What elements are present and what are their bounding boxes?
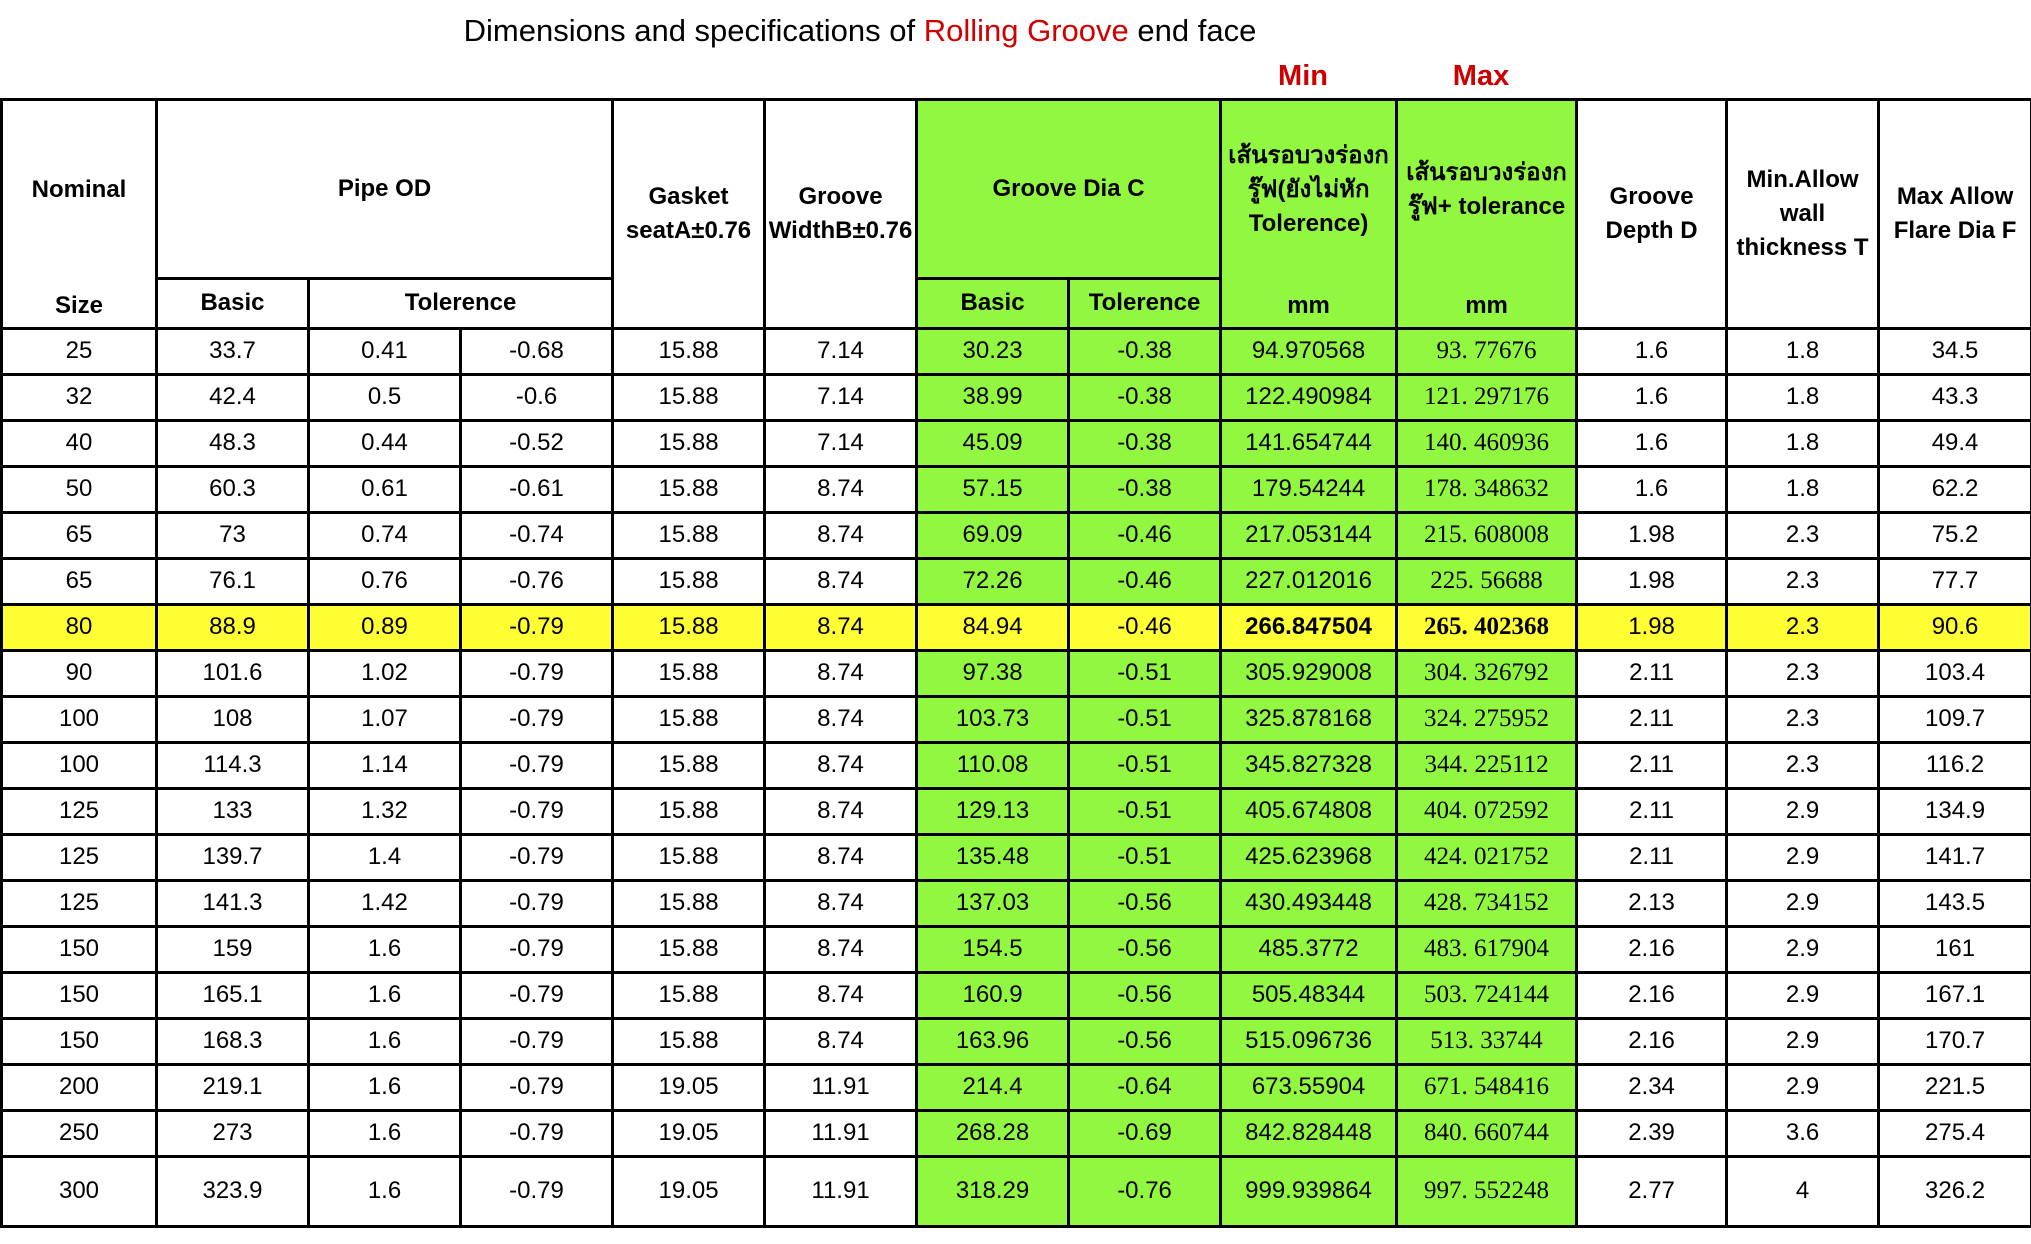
cell-circ-max: 93. 77676 bbox=[1397, 328, 1577, 374]
cell-circ-max: 121. 297176 bbox=[1397, 374, 1577, 420]
cell-circ-min: 179.54244 bbox=[1221, 466, 1397, 512]
title-prefix: Dimensions and specifications of bbox=[463, 13, 924, 48]
cell-min-wall: 1.8 bbox=[1727, 466, 1879, 512]
cell-min-wall: 4 bbox=[1727, 1156, 1879, 1226]
cell-groove-dia-basic: 318.29 bbox=[917, 1156, 1069, 1226]
cell-pipe-od-basic: 139.7 bbox=[157, 834, 309, 880]
cell-nominal-size: 80 bbox=[2, 604, 157, 650]
cell-pipe-od-tol-plus: 0.61 bbox=[309, 466, 461, 512]
cell-groove-dia-basic: 268.28 bbox=[917, 1110, 1069, 1156]
cell-pipe-od-tol-plus: 1.6 bbox=[309, 1156, 461, 1226]
cell-circ-min: 842.828448 bbox=[1221, 1110, 1397, 1156]
cell-pipe-od-tol-plus: 1.6 bbox=[309, 972, 461, 1018]
cell-min-wall: 2.3 bbox=[1727, 742, 1879, 788]
header-pipe-tolerence: Tolerence bbox=[309, 279, 613, 329]
header-mm-max: mm bbox=[1397, 279, 1577, 329]
cell-pipe-od-basic: 48.3 bbox=[157, 420, 309, 466]
cell-groove-depth: 2.11 bbox=[1577, 696, 1727, 742]
cell-pipe-od-tol-minus: -0.79 bbox=[461, 1110, 613, 1156]
cell-groove-depth: 1.6 bbox=[1577, 466, 1727, 512]
cell-circ-min: 305.929008 bbox=[1221, 650, 1397, 696]
table-row bbox=[2, 558, 2031, 604]
min-label: Min bbox=[1278, 60, 1328, 92]
cell-groove-dia-tol: -0.56 bbox=[1069, 926, 1221, 972]
header-groove-tolerence: Tolerence bbox=[1069, 279, 1221, 329]
cell-circ-max: 265. 402368 bbox=[1397, 604, 1577, 650]
cell-groove-dia-tol: -0.56 bbox=[1069, 880, 1221, 926]
cell-gasket-seat: 15.88 bbox=[613, 558, 765, 604]
cell-groove-depth: 2.16 bbox=[1577, 972, 1727, 1018]
cell-pipe-od-tol-minus: -0.79 bbox=[461, 1156, 613, 1226]
cell-min-wall: 2.9 bbox=[1727, 834, 1879, 880]
cell-min-wall: 2.3 bbox=[1727, 650, 1879, 696]
header-groove-depth: Groove Depth D bbox=[1577, 100, 1727, 329]
cell-groove-width: 11.91 bbox=[765, 1110, 917, 1156]
cell-pipe-od-tol-plus: 0.76 bbox=[309, 558, 461, 604]
cell-groove-width: 8.74 bbox=[765, 650, 917, 696]
cell-pipe-od-tol-minus: -0.79 bbox=[461, 1018, 613, 1064]
cell-circ-min: 485.3772 bbox=[1221, 926, 1397, 972]
cell-pipe-od-basic: 323.9 bbox=[157, 1156, 309, 1226]
cell-groove-dia-basic: 72.26 bbox=[917, 558, 1069, 604]
cell-max-flare: 77.7 bbox=[1879, 558, 2031, 604]
cell-groove-depth: 2.34 bbox=[1577, 1064, 1727, 1110]
cell-pipe-od-basic: 273 bbox=[157, 1110, 309, 1156]
cell-groove-depth: 2.16 bbox=[1577, 926, 1727, 972]
cell-min-wall: 2.9 bbox=[1727, 972, 1879, 1018]
cell-pipe-od-basic: 76.1 bbox=[157, 558, 309, 604]
cell-max-flare: 103.4 bbox=[1879, 650, 2031, 696]
cell-circ-min: 673.55904 bbox=[1221, 1064, 1397, 1110]
cell-groove-dia-tol: -0.38 bbox=[1069, 328, 1221, 374]
cell-nominal-size: 250 bbox=[2, 1110, 157, 1156]
cell-pipe-od-tol-plus: 1.6 bbox=[309, 926, 461, 972]
cell-groove-dia-tol: -0.76 bbox=[1069, 1156, 1221, 1226]
cell-gasket-seat: 15.88 bbox=[613, 742, 765, 788]
cell-pipe-od-tol-minus: -0.68 bbox=[461, 328, 613, 374]
cell-nominal-size: 32 bbox=[2, 374, 157, 420]
cell-groove-width: 11.91 bbox=[765, 1156, 917, 1226]
cell-gasket-seat: 15.88 bbox=[613, 512, 765, 558]
table-row bbox=[2, 926, 2031, 972]
cell-groove-width: 8.74 bbox=[765, 512, 917, 558]
cell-groove-dia-tol: -0.46 bbox=[1069, 558, 1221, 604]
cell-gasket-seat: 15.88 bbox=[613, 880, 765, 926]
cell-min-wall: 2.9 bbox=[1727, 1064, 1879, 1110]
cell-groove-dia-basic: 110.08 bbox=[917, 742, 1069, 788]
cell-pipe-od-tol-plus: 1.4 bbox=[309, 834, 461, 880]
header-circ-max: เส้นรอบวงร่องกรู๊ฟ+ tolerance bbox=[1397, 100, 1577, 279]
cell-circ-max: 225. 56688 bbox=[1397, 558, 1577, 604]
cell-pipe-od-tol-plus: 1.6 bbox=[309, 1110, 461, 1156]
table-row bbox=[2, 1064, 2031, 1110]
cell-groove-dia-tol: -0.38 bbox=[1069, 466, 1221, 512]
cell-circ-max: 428. 734152 bbox=[1397, 880, 1577, 926]
cell-pipe-od-tol-plus: 1.42 bbox=[309, 880, 461, 926]
cell-pipe-od-tol-minus: -0.6 bbox=[461, 374, 613, 420]
cell-groove-width: 8.74 bbox=[765, 696, 917, 742]
cell-min-wall: 2.3 bbox=[1727, 604, 1879, 650]
table-row bbox=[2, 1156, 2031, 1226]
cell-max-flare: 167.1 bbox=[1879, 972, 2031, 1018]
cell-groove-width: 8.74 bbox=[765, 558, 917, 604]
header-max-flare: Max Allow Flare Dia F bbox=[1879, 100, 2031, 329]
cell-gasket-seat: 15.88 bbox=[613, 788, 765, 834]
cell-circ-max: 324. 275952 bbox=[1397, 696, 1577, 742]
cell-max-flare: 275.4 bbox=[1879, 1110, 2031, 1156]
cell-groove-depth: 1.98 bbox=[1577, 558, 1727, 604]
cell-pipe-od-basic: 133 bbox=[157, 788, 309, 834]
cell-circ-max: 483. 617904 bbox=[1397, 926, 1577, 972]
cell-pipe-od-tol-minus: -0.79 bbox=[461, 880, 613, 926]
cell-nominal-size: 125 bbox=[2, 880, 157, 926]
cell-pipe-od-tol-plus: 0.74 bbox=[309, 512, 461, 558]
header-pipe-basic: Basic bbox=[157, 279, 309, 329]
cell-groove-dia-tol: -0.51 bbox=[1069, 650, 1221, 696]
cell-nominal-size: 90 bbox=[2, 650, 157, 696]
header-row-top bbox=[2, 100, 2031, 279]
cell-pipe-od-tol-plus: 1.14 bbox=[309, 742, 461, 788]
cell-nominal-size: 50 bbox=[2, 466, 157, 512]
table-row bbox=[2, 834, 2031, 880]
cell-groove-width: 8.74 bbox=[765, 604, 917, 650]
cell-circ-min: 266.847504 bbox=[1221, 604, 1397, 650]
groove-spec-table bbox=[0, 98, 2031, 1228]
header-groove-width: Groove WidthB±0.76 bbox=[765, 100, 917, 329]
cell-min-wall: 2.9 bbox=[1727, 1018, 1879, 1064]
cell-min-wall: 2.9 bbox=[1727, 880, 1879, 926]
cell-circ-max: 344. 225112 bbox=[1397, 742, 1577, 788]
table-row bbox=[2, 328, 2031, 374]
cell-groove-depth: 1.6 bbox=[1577, 374, 1727, 420]
cell-circ-min: 345.827328 bbox=[1221, 742, 1397, 788]
table-row bbox=[2, 420, 2031, 466]
cell-circ-min: 405.674808 bbox=[1221, 788, 1397, 834]
table-row bbox=[2, 880, 2031, 926]
cell-pipe-od-tol-minus: -0.79 bbox=[461, 788, 613, 834]
cell-circ-max: 840. 660744 bbox=[1397, 1110, 1577, 1156]
table-row bbox=[2, 374, 2031, 420]
cell-pipe-od-tol-plus: 1.07 bbox=[309, 696, 461, 742]
cell-groove-dia-basic: 57.15 bbox=[917, 466, 1069, 512]
cell-groove-width: 8.74 bbox=[765, 972, 917, 1018]
cell-pipe-od-basic: 60.3 bbox=[157, 466, 309, 512]
table-row bbox=[2, 466, 2031, 512]
title-suffix: end face bbox=[1128, 13, 1257, 48]
cell-nominal-size: 25 bbox=[2, 328, 157, 374]
cell-circ-max: 997. 552248 bbox=[1397, 1156, 1577, 1226]
cell-gasket-seat: 19.05 bbox=[613, 1110, 765, 1156]
cell-max-flare: 34.5 bbox=[1879, 328, 2031, 374]
table-row bbox=[2, 512, 2031, 558]
cell-gasket-seat: 15.88 bbox=[613, 328, 765, 374]
cell-groove-dia-basic: 103.73 bbox=[917, 696, 1069, 742]
cell-max-flare: 141.7 bbox=[1879, 834, 2031, 880]
cell-pipe-od-basic: 42.4 bbox=[157, 374, 309, 420]
cell-groove-depth: 2.77 bbox=[1577, 1156, 1727, 1226]
cell-min-wall: 1.8 bbox=[1727, 420, 1879, 466]
cell-min-wall: 2.3 bbox=[1727, 558, 1879, 604]
cell-groove-width: 7.14 bbox=[765, 420, 917, 466]
cell-pipe-od-basic: 141.3 bbox=[157, 880, 309, 926]
cell-max-flare: 134.9 bbox=[1879, 788, 2031, 834]
cell-groove-dia-basic: 137.03 bbox=[917, 880, 1069, 926]
header-groove-basic: Basic bbox=[917, 279, 1069, 329]
cell-circ-min: 515.096736 bbox=[1221, 1018, 1397, 1064]
cell-gasket-seat: 15.88 bbox=[613, 834, 765, 880]
cell-max-flare: 90.6 bbox=[1879, 604, 2031, 650]
cell-gasket-seat: 15.88 bbox=[613, 420, 765, 466]
cell-groove-dia-tol: -0.51 bbox=[1069, 788, 1221, 834]
cell-pipe-od-tol-plus: 0.5 bbox=[309, 374, 461, 420]
table-row bbox=[2, 604, 2031, 650]
cell-gasket-seat: 15.88 bbox=[613, 604, 765, 650]
cell-nominal-size: 100 bbox=[2, 742, 157, 788]
cell-gasket-seat: 19.05 bbox=[613, 1064, 765, 1110]
cell-min-wall: 2.9 bbox=[1727, 788, 1879, 834]
cell-groove-dia-basic: 214.4 bbox=[917, 1064, 1069, 1110]
cell-nominal-size: 125 bbox=[2, 834, 157, 880]
cell-circ-min: 430.493448 bbox=[1221, 880, 1397, 926]
table-row bbox=[2, 650, 2031, 696]
cell-pipe-od-tol-minus: -0.79 bbox=[461, 1064, 613, 1110]
cell-groove-width: 8.74 bbox=[765, 926, 917, 972]
header-size: Size bbox=[2, 279, 157, 329]
table-row bbox=[2, 1110, 2031, 1156]
cell-max-flare: 161 bbox=[1879, 926, 2031, 972]
cell-groove-depth: 1.6 bbox=[1577, 420, 1727, 466]
cell-circ-max: 215. 608008 bbox=[1397, 512, 1577, 558]
cell-pipe-od-tol-minus: -0.61 bbox=[461, 466, 613, 512]
table-row bbox=[2, 1018, 2031, 1064]
cell-groove-width: 8.74 bbox=[765, 834, 917, 880]
cell-groove-dia-basic: 97.38 bbox=[917, 650, 1069, 696]
cell-pipe-od-tol-minus: -0.79 bbox=[461, 604, 613, 650]
cell-groove-dia-tol: -0.69 bbox=[1069, 1110, 1221, 1156]
cell-groove-depth: 2.11 bbox=[1577, 742, 1727, 788]
cell-circ-max: 503. 724144 bbox=[1397, 972, 1577, 1018]
cell-gasket-seat: 15.88 bbox=[613, 696, 765, 742]
cell-circ-min: 325.878168 bbox=[1221, 696, 1397, 742]
cell-pipe-od-tol-plus: 1.6 bbox=[309, 1018, 461, 1064]
cell-max-flare: 62.2 bbox=[1879, 466, 2031, 512]
cell-groove-dia-basic: 38.99 bbox=[917, 374, 1069, 420]
cell-nominal-size: 100 bbox=[2, 696, 157, 742]
cell-min-wall: 1.8 bbox=[1727, 374, 1879, 420]
cell-circ-min: 141.654744 bbox=[1221, 420, 1397, 466]
table-body bbox=[2, 328, 2031, 1226]
cell-circ-min: 425.623968 bbox=[1221, 834, 1397, 880]
cell-groove-width: 11.91 bbox=[765, 1064, 917, 1110]
cell-groove-depth: 2.11 bbox=[1577, 650, 1727, 696]
page-title bbox=[0, 10, 1720, 52]
cell-min-wall: 3.6 bbox=[1727, 1110, 1879, 1156]
cell-max-flare: 170.7 bbox=[1879, 1018, 2031, 1064]
cell-groove-dia-basic: 154.5 bbox=[917, 926, 1069, 972]
cell-groove-depth: 2.11 bbox=[1577, 788, 1727, 834]
cell-circ-max: 513. 33744 bbox=[1397, 1018, 1577, 1064]
cell-groove-dia-tol: -0.51 bbox=[1069, 742, 1221, 788]
cell-groove-depth: 1.98 bbox=[1577, 512, 1727, 558]
cell-min-wall: 2.3 bbox=[1727, 696, 1879, 742]
cell-pipe-od-tol-minus: -0.76 bbox=[461, 558, 613, 604]
cell-groove-dia-tol: -0.51 bbox=[1069, 696, 1221, 742]
cell-groove-dia-tol: -0.56 bbox=[1069, 1018, 1221, 1064]
header-circ-min: เส้นรอบวงร่องกรู๊ฟ(ยังไม่หัก Tolerence) bbox=[1221, 100, 1397, 279]
cell-groove-dia-basic: 30.23 bbox=[917, 328, 1069, 374]
cell-nominal-size: 200 bbox=[2, 1064, 157, 1110]
cell-groove-dia-tol: -0.38 bbox=[1069, 420, 1221, 466]
cell-groove-dia-tol: -0.56 bbox=[1069, 972, 1221, 1018]
cell-groove-depth: 2.39 bbox=[1577, 1110, 1727, 1156]
cell-circ-min: 94.970568 bbox=[1221, 328, 1397, 374]
cell-groove-width: 8.74 bbox=[765, 788, 917, 834]
cell-pipe-od-basic: 165.1 bbox=[157, 972, 309, 1018]
cell-min-wall: 1.8 bbox=[1727, 328, 1879, 374]
cell-groove-depth: 2.16 bbox=[1577, 1018, 1727, 1064]
cell-groove-dia-basic: 45.09 bbox=[917, 420, 1069, 466]
cell-gasket-seat: 15.88 bbox=[613, 650, 765, 696]
cell-max-flare: 49.4 bbox=[1879, 420, 2031, 466]
table-row bbox=[2, 742, 2031, 788]
cell-circ-max: 304. 326792 bbox=[1397, 650, 1577, 696]
cell-nominal-size: 150 bbox=[2, 926, 157, 972]
cell-groove-depth: 2.13 bbox=[1577, 880, 1727, 926]
cell-groove-dia-basic: 135.48 bbox=[917, 834, 1069, 880]
cell-pipe-od-basic: 88.9 bbox=[157, 604, 309, 650]
max-label: Max bbox=[1452, 60, 1510, 92]
cell-groove-depth: 1.98 bbox=[1577, 604, 1727, 650]
table-row bbox=[2, 696, 2031, 742]
cell-pipe-od-basic: 219.1 bbox=[157, 1064, 309, 1110]
cell-groove-width: 8.74 bbox=[765, 880, 917, 926]
cell-max-flare: 109.7 bbox=[1879, 696, 2031, 742]
cell-pipe-od-basic: 108 bbox=[157, 696, 309, 742]
cell-circ-max: 404. 072592 bbox=[1397, 788, 1577, 834]
cell-gasket-seat: 15.88 bbox=[613, 374, 765, 420]
cell-pipe-od-basic: 114.3 bbox=[157, 742, 309, 788]
cell-groove-dia-basic: 69.09 bbox=[917, 512, 1069, 558]
cell-groove-dia-tol: -0.38 bbox=[1069, 374, 1221, 420]
cell-circ-min: 227.012016 bbox=[1221, 558, 1397, 604]
cell-groove-width: 7.14 bbox=[765, 374, 917, 420]
cell-circ-min: 122.490984 bbox=[1221, 374, 1397, 420]
cell-groove-width: 8.74 bbox=[765, 1018, 917, 1064]
cell-nominal-size: 40 bbox=[2, 420, 157, 466]
cell-gasket-seat: 15.88 bbox=[613, 466, 765, 512]
table-row bbox=[2, 788, 2031, 834]
cell-pipe-od-tol-minus: -0.79 bbox=[461, 834, 613, 880]
cell-pipe-od-tol-minus: -0.79 bbox=[461, 650, 613, 696]
cell-circ-max: 140. 460936 bbox=[1397, 420, 1577, 466]
cell-gasket-seat: 15.88 bbox=[613, 972, 765, 1018]
cell-pipe-od-tol-plus: 0.89 bbox=[309, 604, 461, 650]
cell-pipe-od-basic: 101.6 bbox=[157, 650, 309, 696]
cell-max-flare: 143.5 bbox=[1879, 880, 2031, 926]
cell-groove-dia-basic: 163.96 bbox=[917, 1018, 1069, 1064]
table-row bbox=[2, 972, 2031, 1018]
cell-pipe-od-tol-minus: -0.52 bbox=[461, 420, 613, 466]
cell-nominal-size: 125 bbox=[2, 788, 157, 834]
cell-max-flare: 116.2 bbox=[1879, 742, 2031, 788]
cell-gasket-seat: 15.88 bbox=[613, 926, 765, 972]
cell-groove-dia-basic: 160.9 bbox=[917, 972, 1069, 1018]
cell-groove-width: 8.74 bbox=[765, 466, 917, 512]
cell-circ-min: 505.48344 bbox=[1221, 972, 1397, 1018]
cell-circ-max: 178. 348632 bbox=[1397, 466, 1577, 512]
cell-pipe-od-tol-plus: 1.32 bbox=[309, 788, 461, 834]
cell-nominal-size: 65 bbox=[2, 558, 157, 604]
cell-circ-max: 671. 548416 bbox=[1397, 1064, 1577, 1110]
cell-circ-min: 217.053144 bbox=[1221, 512, 1397, 558]
cell-circ-min: 999.939864 bbox=[1221, 1156, 1397, 1226]
cell-pipe-od-tol-minus: -0.79 bbox=[461, 926, 613, 972]
cell-nominal-size: 150 bbox=[2, 1018, 157, 1064]
cell-groove-dia-tol: -0.46 bbox=[1069, 604, 1221, 650]
cell-pipe-od-tol-minus: -0.79 bbox=[461, 972, 613, 1018]
cell-pipe-od-basic: 73 bbox=[157, 512, 309, 558]
header-min-wall: Min.Allow wall thickness T bbox=[1727, 100, 1879, 329]
cell-pipe-od-tol-minus: -0.74 bbox=[461, 512, 613, 558]
cell-groove-dia-tol: -0.51 bbox=[1069, 834, 1221, 880]
cell-max-flare: 221.5 bbox=[1879, 1064, 2031, 1110]
cell-groove-depth: 1.6 bbox=[1577, 328, 1727, 374]
cell-nominal-size: 65 bbox=[2, 512, 157, 558]
cell-circ-max: 424. 021752 bbox=[1397, 834, 1577, 880]
cell-pipe-od-basic: 168.3 bbox=[157, 1018, 309, 1064]
cell-max-flare: 43.3 bbox=[1879, 374, 2031, 420]
cell-groove-width: 8.74 bbox=[765, 742, 917, 788]
cell-gasket-seat: 19.05 bbox=[613, 1156, 765, 1226]
cell-groove-depth: 2.11 bbox=[1577, 834, 1727, 880]
cell-groove-dia-basic: 84.94 bbox=[917, 604, 1069, 650]
header-gasket-seat: Gasket seatA±0.76 bbox=[613, 100, 765, 329]
cell-max-flare: 326.2 bbox=[1879, 1156, 2031, 1226]
cell-pipe-od-tol-plus: 0.44 bbox=[309, 420, 461, 466]
cell-pipe-od-tol-plus: 0.41 bbox=[309, 328, 461, 374]
cell-pipe-od-basic: 159 bbox=[157, 926, 309, 972]
cell-gasket-seat: 15.88 bbox=[613, 1018, 765, 1064]
header-mm-min: mm bbox=[1221, 279, 1397, 329]
cell-max-flare: 75.2 bbox=[1879, 512, 2031, 558]
cell-pipe-od-tol-plus: 1.02 bbox=[309, 650, 461, 696]
header-pipe-od: Pipe OD bbox=[157, 100, 613, 279]
cell-min-wall: 2.9 bbox=[1727, 926, 1879, 972]
cell-nominal-size: 300 bbox=[2, 1156, 157, 1226]
cell-pipe-od-tol-plus: 1.6 bbox=[309, 1064, 461, 1110]
cell-nominal-size: 150 bbox=[2, 972, 157, 1018]
cell-pipe-od-tol-minus: -0.79 bbox=[461, 742, 613, 788]
header-groove-dia: Groove Dia C bbox=[917, 100, 1221, 279]
cell-pipe-od-tol-minus: -0.79 bbox=[461, 696, 613, 742]
cell-min-wall: 2.3 bbox=[1727, 512, 1879, 558]
cell-groove-width: 7.14 bbox=[765, 328, 917, 374]
cell-groove-dia-tol: -0.46 bbox=[1069, 512, 1221, 558]
title-highlight: Rolling Groove bbox=[923, 13, 1129, 48]
cell-groove-dia-tol: -0.64 bbox=[1069, 1064, 1221, 1110]
cell-pipe-od-basic: 33.7 bbox=[157, 328, 309, 374]
cell-groove-dia-basic: 129.13 bbox=[917, 788, 1069, 834]
header-nominal: Nominal bbox=[2, 100, 157, 279]
